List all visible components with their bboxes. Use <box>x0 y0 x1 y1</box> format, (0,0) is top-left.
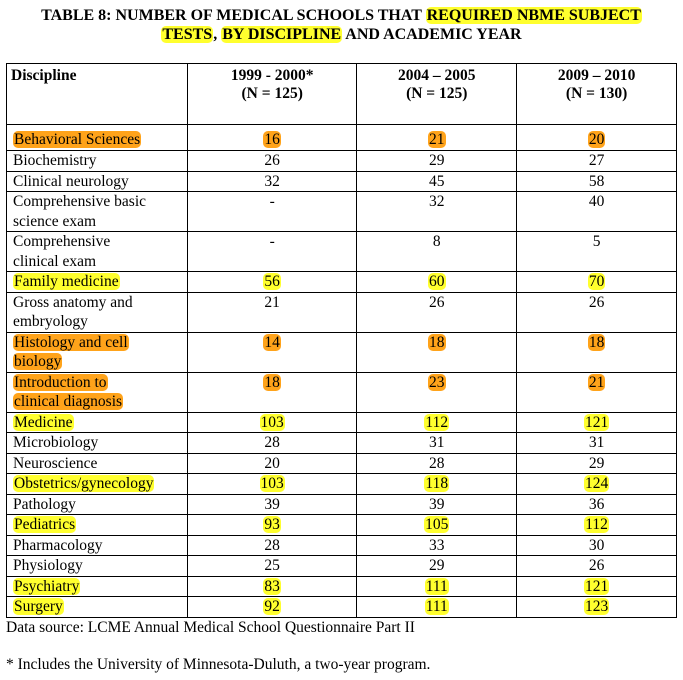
value-cell <box>188 597 357 618</box>
value: 18 <box>588 333 605 351</box>
table-row <box>7 433 677 454</box>
discipline-name: Clinical neurology <box>13 172 129 190</box>
value-cell <box>517 535 677 556</box>
value-cell <box>517 453 677 474</box>
value-cell <box>188 494 357 515</box>
discipline-name: Surgery <box>14 598 63 615</box>
value: 26 <box>429 293 445 311</box>
table-row <box>7 453 677 474</box>
discipline-cell <box>7 292 188 332</box>
value: 70 <box>588 273 605 290</box>
value-cell <box>357 535 517 556</box>
value: 112 <box>585 516 608 533</box>
value: 28 <box>264 434 280 451</box>
value: 83 <box>264 577 280 595</box>
value-cell <box>517 494 677 515</box>
discipline-name: Medicine <box>14 413 73 431</box>
discipline-name: Behavioral Sciences <box>14 131 141 148</box>
value-cell <box>517 125 677 151</box>
discipline-cell <box>7 433 188 454</box>
value: 14 <box>264 333 280 351</box>
discipline-cell <box>7 171 188 192</box>
header-year: 2004 – 2005 <box>398 67 476 84</box>
value-cell <box>517 232 677 272</box>
value: 121 <box>584 413 609 431</box>
value-cell <box>188 515 357 536</box>
value-cell <box>517 597 677 618</box>
header-discipline: Discipline <box>7 64 188 125</box>
discipline-name: Comprehensive <box>13 233 111 250</box>
value: 93 <box>264 516 280 533</box>
table-row <box>7 125 677 151</box>
value-cell <box>357 556 517 577</box>
value-cell <box>357 292 517 332</box>
value: 31 <box>588 434 605 451</box>
value: 32 <box>429 193 445 210</box>
value-cell <box>517 151 677 172</box>
data-source-note: Data source: LCME Annual Medical School Questionnaire Part II <box>6 619 415 636</box>
discipline-cell <box>7 232 188 272</box>
value-cell <box>188 192 357 232</box>
discipline-name: Pathology <box>13 495 76 513</box>
discipline-cell <box>7 474 188 495</box>
data-table <box>6 63 677 618</box>
discipline-cell <box>7 597 188 618</box>
table-row <box>7 576 677 597</box>
discipline-cell <box>7 576 188 597</box>
table-row <box>7 515 677 536</box>
value: 123 <box>584 598 609 615</box>
value-cell <box>357 433 517 454</box>
table-row <box>7 232 677 272</box>
header-year: 2009 – 2010 <box>557 67 636 84</box>
value-cell <box>357 494 517 515</box>
discipline-name: Psychiatry <box>14 577 80 595</box>
header-2004-2005 <box>357 64 517 125</box>
value-cell <box>188 372 357 412</box>
value: 111 <box>425 598 448 615</box>
title-highlight-1: REQUIRED NBME SUBJECT <box>426 7 641 24</box>
discipline-cell <box>7 332 188 372</box>
discipline-name: embryology <box>13 313 88 330</box>
value-cell <box>188 332 357 372</box>
value: 112 <box>425 413 449 431</box>
value-cell <box>188 151 357 172</box>
value: 124 <box>584 475 609 492</box>
header-row <box>7 64 677 125</box>
table-body <box>7 125 677 618</box>
value-cell <box>517 576 677 597</box>
discipline-name: Gross anatomy and <box>13 293 133 311</box>
value: - <box>269 193 275 210</box>
discipline-cell <box>7 272 188 293</box>
discipline-name: clinical exam <box>13 252 97 270</box>
value: 28 <box>264 536 280 554</box>
header-n: (N = 125) <box>241 85 303 102</box>
value: 31 <box>429 434 445 451</box>
discipline-name: Pediatrics <box>14 516 76 533</box>
value: 103 <box>260 475 284 492</box>
value: 27 <box>588 152 605 169</box>
value: 25 <box>264 557 280 574</box>
value-cell <box>188 453 357 474</box>
table-row <box>7 171 677 192</box>
value: 111 <box>425 577 448 595</box>
header-1999-2000 <box>188 64 357 125</box>
value: 26 <box>588 293 605 311</box>
header-year: 1999 - 2000* <box>230 67 314 84</box>
discipline-name: Histology and cell <box>14 333 128 351</box>
discipline-name: biology <box>14 353 62 370</box>
value: 39 <box>264 495 280 513</box>
value-cell <box>188 125 357 151</box>
value-cell <box>357 372 517 412</box>
discipline-name: Family medicine <box>14 273 119 290</box>
value-cell <box>357 412 517 433</box>
footnote-asterisk: * Includes the University of Minnesota-Duluth, a two-year program. <box>6 656 431 673</box>
value: 5 <box>592 233 601 250</box>
value-cell <box>357 151 517 172</box>
table-row <box>7 494 677 515</box>
table-row <box>7 412 677 433</box>
discipline-name: Biochemistry <box>13 152 97 169</box>
value-cell <box>517 515 677 536</box>
discipline-cell <box>7 125 188 151</box>
value: 103 <box>260 413 284 431</box>
value-cell <box>357 515 517 536</box>
table-row <box>7 556 677 577</box>
value-cell <box>357 474 517 495</box>
value-cell <box>517 412 677 433</box>
discipline-name: Microbiology <box>13 434 99 451</box>
value: 8 <box>432 233 441 250</box>
table-row <box>7 474 677 495</box>
value: 18 <box>264 373 280 391</box>
discipline-name: Obstetrics/gynecology <box>14 475 154 492</box>
value-cell <box>188 556 357 577</box>
header-n: (N = 125) <box>406 85 468 102</box>
value-cell <box>517 433 677 454</box>
value-cell <box>517 171 677 192</box>
discipline-cell <box>7 453 188 474</box>
value-cell <box>357 576 517 597</box>
value: 21 <box>588 373 605 391</box>
value-cell <box>517 332 677 372</box>
value-cell <box>517 474 677 495</box>
value: 39 <box>429 495 445 513</box>
value-cell <box>357 171 517 192</box>
table-row <box>7 597 677 618</box>
value: 29 <box>429 557 445 574</box>
value-cell <box>517 272 677 293</box>
discipline-name: Comprehensive basic <box>13 193 147 210</box>
discipline-name: Pharmacology <box>13 536 103 554</box>
value-cell <box>357 332 517 372</box>
title-prefix: TABLE 8: NUMBER OF MEDICAL SCHOOLS THAT <box>41 7 426 24</box>
value: 20 <box>588 131 605 148</box>
table-row <box>7 332 677 372</box>
header-2009-2010 <box>517 64 677 125</box>
value-cell <box>188 535 357 556</box>
discipline-cell <box>7 556 188 577</box>
discipline-cell <box>7 192 188 232</box>
value: 29 <box>429 152 445 169</box>
value: 36 <box>588 495 605 513</box>
value: 18 <box>429 333 445 351</box>
value: 58 <box>588 172 605 190</box>
discipline-cell <box>7 535 188 556</box>
table-row <box>7 535 677 556</box>
value-cell <box>357 597 517 618</box>
value: 60 <box>429 273 445 290</box>
table-row <box>7 151 677 172</box>
value: 21 <box>429 131 445 148</box>
value: 20 <box>264 454 280 472</box>
table-row <box>7 272 677 293</box>
value-cell <box>188 232 357 272</box>
value-cell <box>357 192 517 232</box>
discipline-name: clinical diagnosis <box>14 393 123 410</box>
value: 92 <box>264 598 280 615</box>
value: 56 <box>264 273 280 290</box>
discipline-cell <box>7 494 188 515</box>
value-cell <box>517 292 677 332</box>
value: 32 <box>264 172 280 190</box>
value: 33 <box>429 536 445 554</box>
value-cell <box>188 412 357 433</box>
value-cell <box>357 125 517 151</box>
value: 45 <box>429 172 445 190</box>
value: 26 <box>264 152 280 169</box>
value-cell <box>188 292 357 332</box>
table-title <box>0 6 683 44</box>
title-suffix: AND ACADEMIC YEAR <box>342 26 522 43</box>
value-cell <box>188 171 357 192</box>
value: - <box>269 233 275 250</box>
value: 121 <box>584 577 609 595</box>
value-cell <box>188 272 357 293</box>
discipline-cell <box>7 372 188 412</box>
value: 29 <box>588 454 605 472</box>
value: 40 <box>588 193 605 210</box>
value-cell <box>517 556 677 577</box>
value: 16 <box>264 131 280 148</box>
table-row <box>7 192 677 232</box>
title-highlight-2: TESTS <box>162 26 213 43</box>
value: 118 <box>425 475 449 492</box>
header-n: (N = 130) <box>565 85 628 102</box>
value-cell <box>357 232 517 272</box>
discipline-name: Introduction to <box>14 373 107 391</box>
discipline-cell <box>7 151 188 172</box>
value: 23 <box>429 373 445 391</box>
table-row <box>7 372 677 412</box>
value-cell <box>188 474 357 495</box>
title-highlight-3: BY DISCIPLINE <box>222 26 342 43</box>
value-cell <box>357 453 517 474</box>
discipline-cell <box>7 515 188 536</box>
table-row <box>7 292 677 332</box>
value: 21 <box>264 293 280 311</box>
value: 105 <box>425 516 449 533</box>
discipline-name: Physiology <box>13 557 83 574</box>
discipline-name: Neuroscience <box>13 454 98 472</box>
discipline-name: science exam <box>13 212 97 230</box>
discipline-cell <box>7 412 188 433</box>
value: 30 <box>588 536 605 554</box>
value: 28 <box>429 454 445 472</box>
value-cell <box>517 372 677 412</box>
title-mid: , <box>213 26 222 43</box>
value-cell <box>357 272 517 293</box>
value-cell <box>188 433 357 454</box>
value-cell <box>188 576 357 597</box>
value: 26 <box>588 557 605 574</box>
value-cell <box>517 192 677 232</box>
